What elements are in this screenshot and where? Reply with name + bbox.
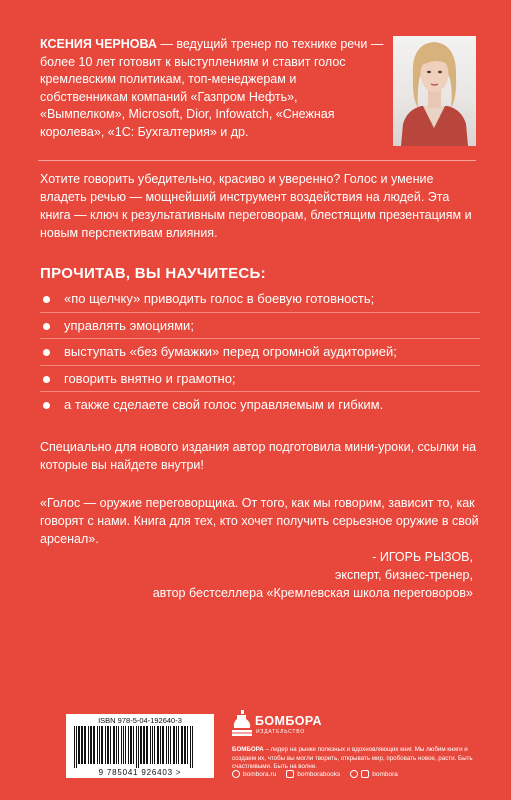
barcode-bar [160, 726, 161, 764]
barcode-bar [113, 726, 115, 764]
bullet-icon [43, 349, 50, 356]
list-item-text: выступать «без бумажки» перед огромной аудиторией; [64, 344, 397, 359]
barcode-bar [123, 726, 124, 764]
isbn-label: ISBN 978-5-04-192640-3 [98, 716, 182, 725]
bullet-icon [43, 296, 50, 303]
publisher-tagline-name: БОМБОРА [232, 746, 264, 753]
barcode-bar [107, 726, 109, 764]
barcode-bar [184, 726, 186, 764]
quote-author-role: эксперт, бизнес-тренер, [335, 568, 473, 582]
barcode-bar [118, 726, 119, 764]
testimonial-quote: «Голос — оружие переговорщика. От того, как мы говорим, зависит то, как говорят с нами. Книга для тех, кто хочет получить серьезное оружие в свой арсенал». [40, 496, 479, 546]
barcode-bar [157, 726, 159, 764]
learn-list [40, 288, 480, 420]
barcode-bar [116, 726, 117, 764]
barcode-bar [181, 726, 183, 764]
bullet-icon [43, 376, 50, 383]
bullet-icon [43, 402, 50, 409]
barcode-bar [81, 726, 83, 764]
list-item [40, 288, 480, 313]
barcode-guard-bar [136, 726, 137, 768]
barcode-bar [121, 726, 122, 764]
barcode-bar [125, 726, 126, 764]
intro-paragraph: Хотите говорить убедительно, красиво и уверенно? Голос и умение владеть речью — мощнейший инструмент воздействия на людей. Эта книга — ключ к результативным переговорам, блестящим презентациям и новым перспективам влияния. [40, 172, 472, 240]
list-item-text: управлять эмоциями; [64, 317, 194, 333]
barcode-bar [176, 726, 177, 764]
barcode-bar [166, 726, 167, 764]
barcode-digits: 9 785041 926403 > [98, 768, 182, 777]
barcode-bar [168, 726, 169, 764]
special-edition-note: Специально для нового издания автор подготовила мини-уроки, ссылки на которые вы найдете внутри! [40, 440, 477, 472]
barcode-bar [170, 726, 171, 764]
quote-author-credit: автор бестселлера «Кремлевская школа переговоров» [152, 586, 473, 600]
barcode-guard-bar [190, 726, 191, 768]
barcode-bar [110, 726, 111, 764]
barcode-bar [99, 726, 100, 764]
publisher-tagline [232, 746, 487, 772]
barcode-bar [128, 726, 129, 764]
barcode-bar [187, 726, 188, 764]
barcode-bar [152, 726, 153, 764]
list-item-text: «по щелчку» приводить голос в боевую готовность; [64, 291, 375, 306]
list-item [40, 341, 480, 366]
barcode-bar [130, 726, 132, 764]
quote-author: - ИГОРЬ РЫЗОВ, [372, 550, 473, 564]
barcode-bars [72, 726, 208, 768]
barcode-guard-bar [76, 726, 77, 768]
list-item-text: говорить внятно и грамотно; [64, 370, 236, 386]
publisher-name: БОМБОРА [255, 714, 322, 728]
barcode-bar [178, 726, 179, 764]
barcode-bar [140, 726, 142, 764]
publisher-subtitle: ИЗДАТЕЛЬСТВО [256, 729, 305, 735]
list-item [40, 368, 480, 393]
quote-attribution [33, 548, 473, 602]
list-item-text: а также сделаете свой голос управляемым и гибким. [64, 397, 384, 412]
barcode-guard-bar [192, 726, 193, 768]
barcode-bar [143, 726, 145, 764]
barcode-bar [133, 726, 134, 764]
barcode-bar [90, 726, 92, 764]
section-divider [38, 160, 476, 161]
barcode-bar [173, 726, 175, 764]
barcode-bar [78, 726, 80, 764]
barcode-bar [154, 726, 155, 764]
bullet-icon [43, 323, 50, 330]
list-item [40, 315, 480, 340]
list-item [40, 394, 480, 418]
barcode-bar [97, 726, 98, 764]
author-photo [393, 36, 476, 146]
barcode-bar [105, 726, 106, 764]
author-name: КСЕНИЯ ЧЕРНОВА [40, 37, 157, 51]
publisher-tagline-text: – лидер на рынке полезных и вдохновляющих книг. Мы любим книги и создаем их, чтобы вы могли творить, открывать мир, пробовать новое, расти. Быть счастливыми. Быть на волне. [232, 746, 473, 770]
barcode-bar [101, 726, 103, 764]
barcode [66, 714, 214, 778]
bombora-logo-icon [232, 710, 252, 736]
publisher-socials [232, 770, 492, 778]
author-bio [40, 36, 385, 141]
author-bio-text: — ведущий тренер по технике речи — более 10 лет готовит к выступлениям и ставит голос кремлевским политикам, топ-менеджерам и собственникам компаний «Газпром Нефть», «Вымпелком», Microsoft, Dior, Infowatch, «Снежная королева», «1С: Бухгалтерия» и др. [40, 37, 384, 139]
publisher-logo [232, 710, 362, 740]
barcode-bar [162, 726, 164, 764]
barcode-bar [84, 726, 86, 764]
website-link[interactable]: bombora.ru [232, 770, 276, 778]
barcode-guard-bar [74, 726, 75, 768]
globe-icon [232, 770, 240, 778]
telegram-icon [350, 770, 358, 778]
telegram-link[interactable]: bombora [350, 770, 398, 778]
youtube-icon [361, 770, 369, 778]
barcode-bar [88, 726, 89, 764]
barcode-bar [93, 726, 95, 764]
vk-link[interactable]: bomborabooks [286, 770, 340, 778]
barcode-bar [150, 726, 151, 764]
barcode-bar [146, 726, 148, 764]
vk-icon [286, 770, 294, 778]
learn-heading: ПРОЧИТАВ, ВЫ НАУЧИТЕСЬ: [40, 265, 266, 282]
barcode-guard-bar [138, 726, 139, 768]
